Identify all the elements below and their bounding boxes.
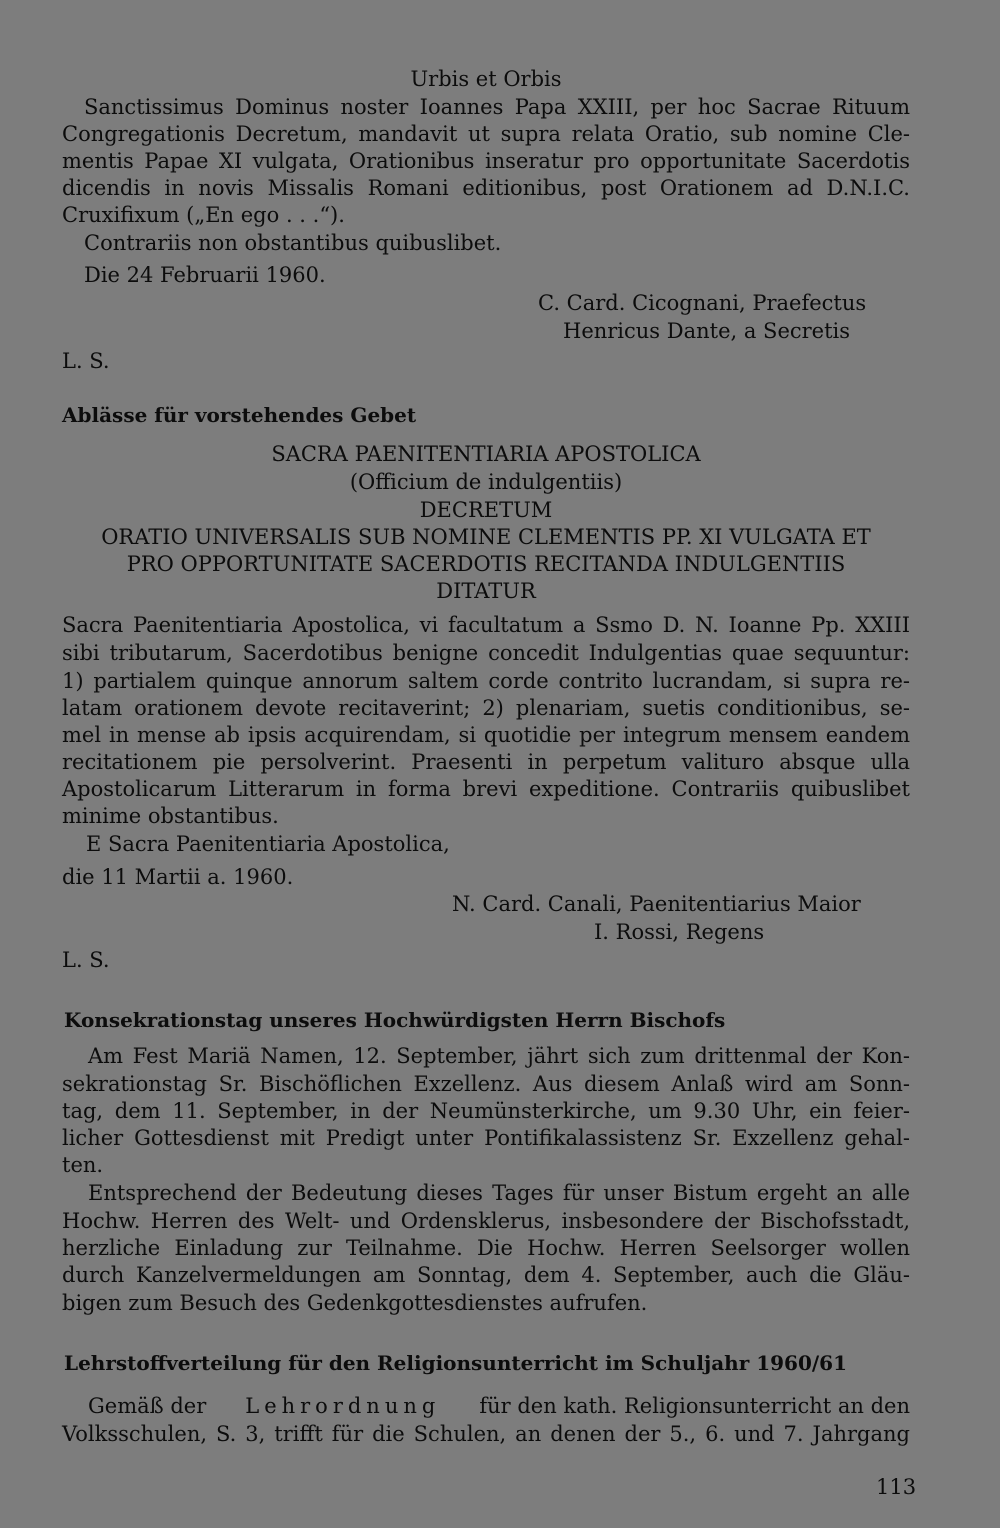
decree-line: Sanctissimus Dominus noster Ioannes Papa XXIII, per hoc Sacrae Rituum <box>84 95 910 119</box>
indulgence-line: recitationem pie persolverint. Praesenti in perpetum valituro absque ulla <box>62 750 910 774</box>
signature-prefect: C. Card. Cicognani, Praefectus <box>538 291 867 315</box>
indulgence-line: Sacra Paenitentiaria Apostolica, vi facultatum a Ssmo D. N. Ioanne Pp. XXIII <box>62 613 910 637</box>
signature-secretary: Henricus Dante, a Secretis <box>563 319 851 343</box>
invitation-line: Hochw. Herren des Welt- und Ordensklerus, insbesondere der Bischofsstadt, <box>62 1209 910 1233</box>
indulgence-line: mel in mense ab ipsis acquirendam, si quotidie per integrum mensem eandem <box>62 723 910 747</box>
indulgence-line: latam orationem devote recitaverint; 2) plenariam, suetis conditionibus, se- <box>62 696 910 720</box>
consecration-line: ten. <box>62 1153 104 1177</box>
indulgence-line: 1) partialem quinque annorum saltem corde contrito lucrandam, si supra re- <box>62 669 910 693</box>
page-number: 113 <box>876 1475 917 1499</box>
section-heading-curriculum: Lehrstoffverteilung für den Religionsunterricht im Schuljahr 1960/61 <box>64 1351 848 1375</box>
indulgence-line: minime obstantibus. <box>62 804 279 828</box>
consecration-line: Am Fest Mariä Namen, 12. September, jährt sich zum drittenmal der Kon- <box>88 1044 910 1068</box>
invitation-line: Entsprechend der Bedeutung dieses Tages für unser Bistum ergeht an alle <box>88 1181 910 1205</box>
issue-date: die 11 Martii a. 1960. <box>62 865 294 889</box>
indulgence-line: Apostolicarum Litterarum in forma brevi expeditione. Contrariis quibuslibet <box>62 777 910 801</box>
invitation-line: herzliche Einladung zur Teilnahme. Die Hochw. Herren Seelsorger wollen <box>62 1236 910 1260</box>
curriculum-text: Gemäß der <box>88 1394 207 1418</box>
contrariis-line: Contrariis non obstantibus quibuslibet. <box>84 231 502 255</box>
decree-line: Cruxifixum („En ego . . .“). <box>62 203 345 227</box>
decree-label: DECRETUM <box>419 498 553 522</box>
seal-mark: L. S. <box>62 349 110 373</box>
curriculum-line <box>88 1393 910 1420</box>
consecration-line: sekrationstag Sr. Bischöflichen Exzellenz. Aus diesem Anlaß wird am Sonn- <box>62 1072 910 1096</box>
curriculum-line: Volksschulen, S. 3, trifft für die Schulen, an denen der 5., 6. und 7. Jahrgang <box>62 1422 910 1446</box>
decree-line: Congregationis Decretum, mandavit ut supra relata Oratio, sub nomine Cle- <box>62 122 910 146</box>
curriculum-emphasis: Lehrordnung <box>245 1394 441 1418</box>
decree-caption: ORATIO UNIVERSALIS SUB NOMINE CLEMENTIS PP. XI VULGATA ET <box>101 525 871 549</box>
invitation-line: bigen zum Besuch des Gedenkgottesdienstes aufrufen. <box>62 1291 648 1315</box>
signature-penitentiary: N. Card. Canali, Paenitentiarius Maior <box>452 892 861 916</box>
issue-place: E Sacra Paenitentiaria Apostolica, <box>86 832 450 856</box>
curriculum-text: für den kath. Religionsunterricht an den <box>479 1394 910 1418</box>
decree-caption: PRO OPPORTUNITATE SACERDOTIS RECITANDA INDULGENTIIS <box>126 552 846 576</box>
section-heading-indulgences: Ablässe für vorstehendes Gebet <box>62 403 417 427</box>
section-heading-consecration: Konsekrationstag unseres Hochwürdigsten Herrn Bischofs <box>64 1008 726 1032</box>
consecration-line: tag, dem 11. September, in der Neumünsterkirche, um 9.30 Uhr, ein feier- <box>62 1099 910 1123</box>
signature-regent: I. Rossi, Regens <box>594 920 765 944</box>
consecration-line: licher Gottesdienst mit Predigt unter Pontifikalassistenz Sr. Exzellenz gehal- <box>62 1126 910 1150</box>
decree-line: mentis Papae XI vulgata, Orationibus inseratur pro opportunitate Sacerdotis <box>62 149 910 173</box>
decree-date: Die 24 Februarii 1960. <box>84 263 326 287</box>
decree-subtitle: (Officium de indulgentiis) <box>349 470 623 494</box>
decree-title: SACRA PAENITENTIARIA APOSTOLICA <box>271 442 701 466</box>
decree-caption: DITATUR <box>436 579 536 603</box>
indulgence-line: sibi tributarum, Sacerdotibus benigne concedit Indulgentias quae sequuntur: <box>62 641 910 665</box>
invitation-line: durch Kanzelvermeldungen am Sonntag, dem 4. September, auch die Gläu- <box>62 1263 910 1287</box>
seal-mark: L. S. <box>62 948 110 972</box>
urbis-et-orbis-heading: Urbis et Orbis <box>410 67 562 91</box>
decree-line: dicendis in novis Missalis Romani editionibus, post Orationem ad D.N.I.C. <box>62 176 910 200</box>
